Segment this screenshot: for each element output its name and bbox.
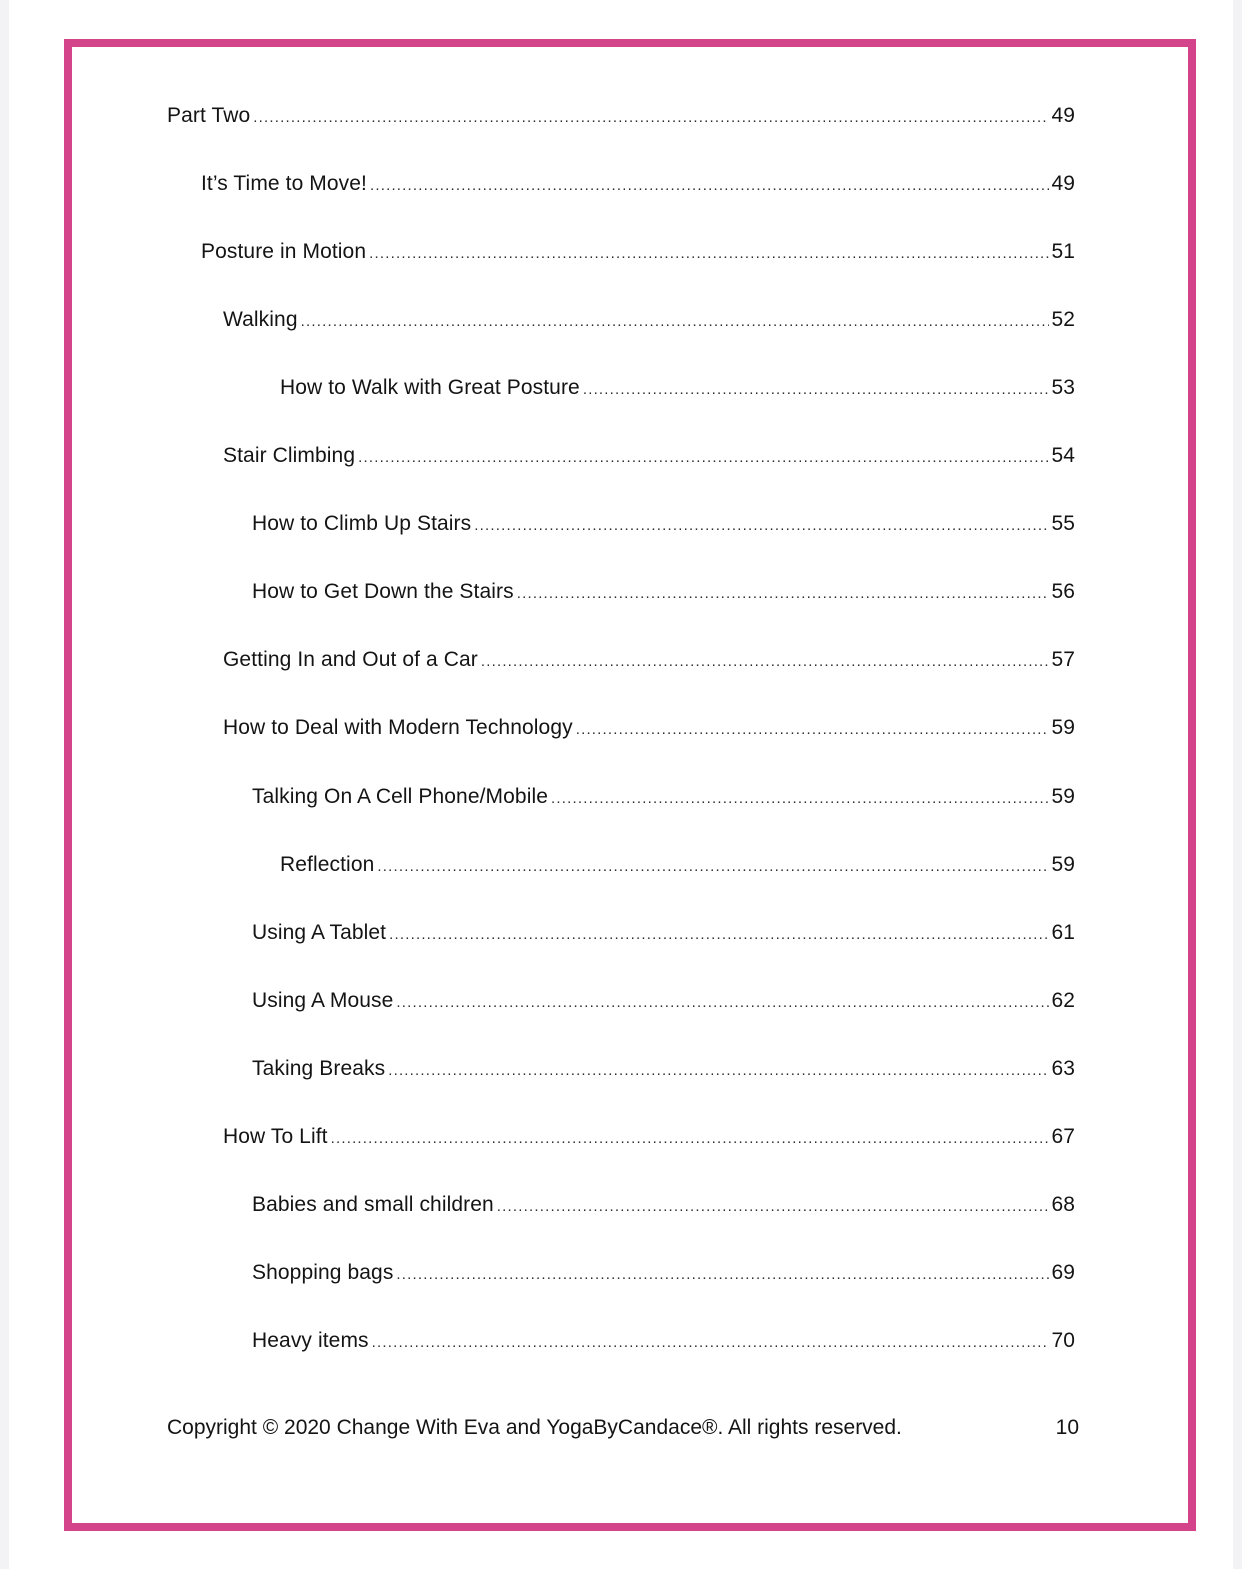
toc-entry-title: How to Get Down the Stairs bbox=[252, 580, 514, 604]
toc-entry[interactable] bbox=[252, 785, 1075, 809]
toc-entry[interactable] bbox=[223, 716, 1075, 740]
toc-entry[interactable] bbox=[167, 104, 1075, 128]
toc-entry-title: It’s Time to Move! bbox=[201, 172, 367, 196]
toc-entry-title: Talking On A Cell Phone/Mobile bbox=[252, 784, 549, 808]
toc-entry-page-number: 55 bbox=[1051, 512, 1075, 536]
toc-entry-page-number: 52 bbox=[1051, 308, 1075, 332]
toc-dot-leader bbox=[497, 1198, 1050, 1215]
toc-dot-leader bbox=[396, 994, 1049, 1011]
toc-entry[interactable] bbox=[252, 580, 1075, 604]
toc-dot-leader bbox=[370, 177, 1049, 194]
toc-entry-page-number: 69 bbox=[1051, 1260, 1075, 1284]
toc-entry-title: Part Two bbox=[167, 104, 251, 127]
toc-entry-page-number: 57 bbox=[1051, 648, 1075, 672]
toc-entry[interactable] bbox=[280, 376, 1075, 400]
toc-entry-page-number: 59 bbox=[1051, 784, 1075, 808]
toc-entry-page-number: 63 bbox=[1051, 1056, 1075, 1080]
toc-entry-page-number: 49 bbox=[1051, 104, 1075, 127]
toc-entry-title: How to Deal with Modern Technology bbox=[223, 716, 573, 740]
toc-entry[interactable] bbox=[252, 989, 1075, 1013]
toc-entry[interactable] bbox=[201, 172, 1075, 196]
toc-entry-page-number: 67 bbox=[1051, 1124, 1075, 1148]
toc-dot-leader bbox=[474, 517, 1049, 534]
toc-entry-title: How to Walk with Great Posture bbox=[280, 376, 580, 400]
toc-entry-page-number: 61 bbox=[1051, 920, 1075, 944]
toc-entry-title: How to Climb Up Stairs bbox=[252, 512, 472, 536]
toc-entry-page-number: 68 bbox=[1051, 1192, 1075, 1216]
toc-entry-page-number: 56 bbox=[1051, 580, 1075, 604]
toc-entry-title: Posture in Motion bbox=[201, 240, 367, 264]
toc-entry[interactable] bbox=[252, 512, 1075, 536]
toc-entry[interactable] bbox=[252, 1193, 1075, 1217]
toc-dot-leader bbox=[388, 1062, 1049, 1079]
toc-dot-leader bbox=[481, 653, 1050, 670]
toc-entry[interactable] bbox=[223, 308, 1075, 332]
toc-entry[interactable] bbox=[201, 240, 1075, 264]
toc-dot-leader bbox=[253, 109, 1049, 126]
toc-entry-title: Getting In and Out of a Car bbox=[223, 648, 478, 672]
copyright-notice: Copyright © 2020 Change With Eva and YogaByCandace®. All rights reserved. bbox=[167, 1416, 902, 1439]
toc-entry-title: Babies and small children bbox=[252, 1192, 494, 1216]
toc-entry-title: Taking Breaks bbox=[252, 1056, 386, 1080]
page-footer bbox=[167, 1416, 1079, 1440]
toc-entry-title: Heavy items bbox=[252, 1328, 369, 1352]
toc-entry-page-number: 59 bbox=[1051, 716, 1075, 740]
toc-entry-title: Using A Mouse bbox=[252, 988, 394, 1012]
page-number: 10 bbox=[1055, 1416, 1079, 1439]
toc-entry[interactable] bbox=[223, 1125, 1075, 1149]
toc-dot-leader bbox=[377, 858, 1049, 875]
toc-dot-leader bbox=[389, 926, 1049, 943]
toc-entry-page-number: 51 bbox=[1051, 240, 1075, 264]
toc-entry-title: Stair Climbing bbox=[223, 444, 356, 468]
toc-entry[interactable] bbox=[252, 921, 1075, 945]
toc-entry[interactable] bbox=[223, 444, 1075, 468]
toc-dot-leader bbox=[372, 1334, 1050, 1351]
document-page bbox=[9, 0, 1233, 1569]
toc-entry[interactable] bbox=[252, 1329, 1075, 1353]
toc-entry-page-number: 54 bbox=[1051, 444, 1075, 468]
toc-entry-title: How To Lift bbox=[223, 1124, 328, 1148]
toc-dot-leader bbox=[369, 245, 1049, 262]
toc-entry-title: Walking bbox=[223, 308, 298, 332]
toc-dot-leader bbox=[576, 721, 1050, 738]
toc-entry-page-number: 53 bbox=[1051, 376, 1075, 400]
toc-dot-leader bbox=[517, 585, 1050, 602]
toc-entry[interactable] bbox=[280, 853, 1075, 877]
toc-entry[interactable] bbox=[252, 1261, 1075, 1285]
toc-dot-leader bbox=[331, 1130, 1050, 1147]
toc-entry-page-number: 62 bbox=[1051, 988, 1075, 1012]
toc-dot-leader bbox=[301, 313, 1050, 330]
toc-entry[interactable] bbox=[252, 1057, 1075, 1081]
toc-dot-leader bbox=[396, 1266, 1049, 1283]
toc-dot-leader bbox=[358, 449, 1049, 466]
toc-entry-page-number: 49 bbox=[1051, 172, 1075, 196]
toc-entry-title: Reflection bbox=[280, 852, 375, 876]
toc-entry-page-number: 70 bbox=[1051, 1328, 1075, 1352]
toc-entry-page-number: 59 bbox=[1051, 852, 1075, 876]
toc-entry-title: Shopping bags bbox=[252, 1260, 394, 1284]
toc-entry-title: Using A Tablet bbox=[252, 920, 387, 944]
toc-dot-leader bbox=[583, 381, 1050, 398]
toc-dot-leader bbox=[551, 790, 1049, 807]
toc-entry[interactable] bbox=[223, 648, 1075, 672]
